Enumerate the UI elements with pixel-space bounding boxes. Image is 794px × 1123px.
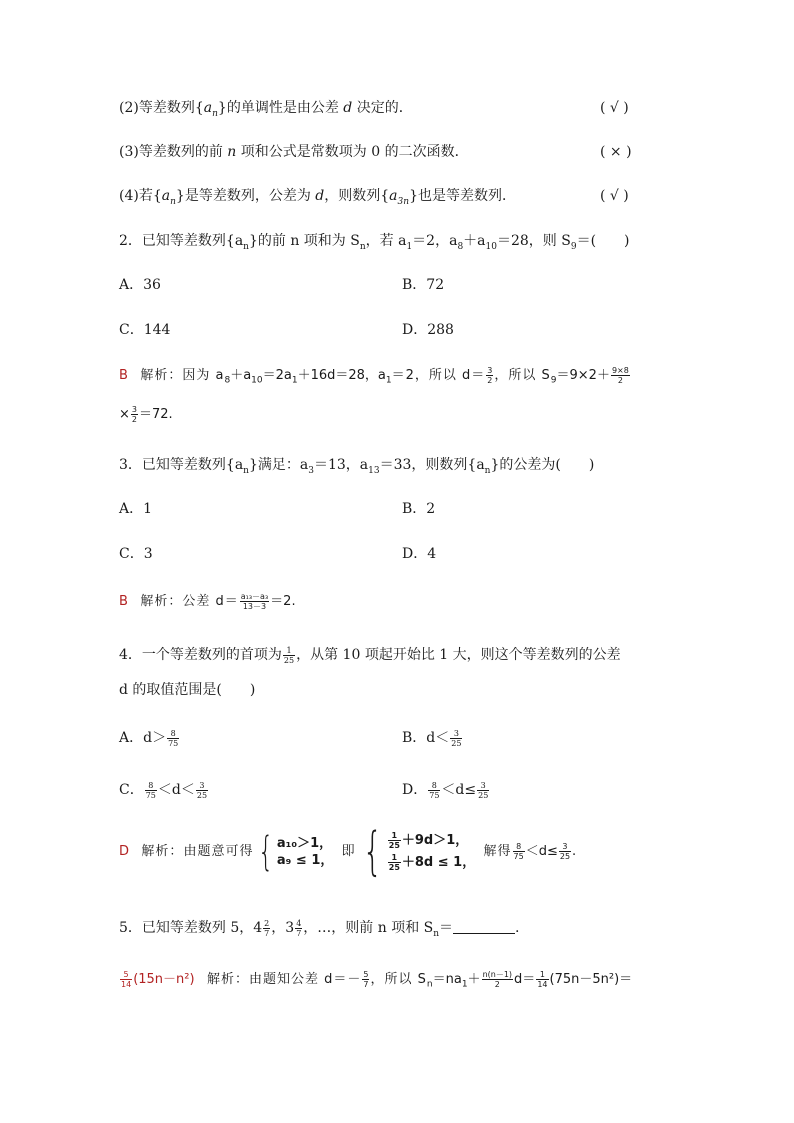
solution-text: ＝2. — [270, 594, 296, 609]
fraction — [428, 781, 440, 800]
answer-letter: D — [119, 844, 130, 859]
numerator: 3 — [477, 781, 489, 791]
question-5-solution — [119, 970, 632, 990]
fraction — [120, 970, 132, 989]
denominator: 75 — [168, 738, 179, 748]
denominator: 14 — [121, 980, 132, 989]
denominator: 14 — [537, 980, 548, 989]
subscript: 9 — [570, 241, 577, 252]
stem-text: 2．已知等差数列{a — [119, 233, 244, 249]
subscript: 8 — [457, 241, 464, 252]
question-2-stem — [119, 231, 630, 251]
system-line — [387, 852, 475, 874]
denominator: 75 — [429, 790, 440, 800]
fraction — [283, 646, 295, 665]
subscript: 1 — [385, 375, 392, 386]
solution-text: ，所以 S — [370, 972, 427, 987]
question-2-solution-cont — [119, 405, 173, 425]
option-c[interactable]: C．144 — [119, 322, 171, 338]
option-c[interactable] — [119, 780, 209, 800]
subscript: 1 — [461, 979, 468, 990]
denominator: 2 — [487, 376, 493, 385]
fraction — [477, 781, 489, 800]
fraction — [145, 781, 157, 800]
numerator: 2 — [264, 918, 270, 928]
solution-text: . — [572, 844, 577, 859]
denominator: 25 — [559, 852, 571, 861]
question-4-stem — [119, 645, 621, 665]
solution-text: ＋16d＝28，a — [297, 368, 386, 383]
option-text: d＜ — [426, 730, 450, 746]
answer-letter: B — [119, 368, 128, 383]
fraction — [167, 729, 179, 748]
option-label: B． — [402, 730, 427, 746]
option-d[interactable]: D．4 — [402, 546, 437, 562]
solution-text: ＝9×2＋ — [556, 368, 610, 383]
numerator: 5 — [363, 970, 369, 979]
var-a: a — [203, 100, 213, 116]
var-d: d — [343, 100, 353, 116]
judgment-number: (2) — [119, 100, 139, 116]
option-b[interactable] — [402, 728, 463, 748]
denominator: 2 — [617, 376, 623, 385]
numerator: 3 — [196, 781, 208, 791]
judgment-3 — [119, 142, 469, 162]
numerator: 8 — [145, 781, 157, 791]
stem-text: 4．一个等差数列的首项为 — [119, 647, 282, 663]
system-text: ＋9d＞1， — [401, 832, 469, 848]
denominator: 2 — [131, 415, 137, 424]
subscript: 9 — [550, 375, 557, 386]
denominator: 13－3 — [242, 602, 267, 611]
stem-text: . — [515, 920, 520, 936]
subscript: 10 — [251, 375, 263, 386]
solution-label: 解析： — [140, 368, 183, 383]
system-line: a₁₀＞1， — [276, 835, 333, 851]
numerator: 1 — [536, 970, 548, 980]
option-a[interactable]: A．1 — [119, 501, 153, 517]
subscript: 13 — [368, 465, 380, 476]
system-line — [387, 830, 475, 852]
numerator: 8 — [428, 781, 440, 791]
fraction — [196, 781, 208, 800]
answer-value — [119, 972, 195, 987]
judgment-number: (4) — [119, 188, 139, 204]
option-text: ＜d＜ — [157, 782, 195, 798]
answer-text: (15n－n²) — [133, 972, 195, 987]
fraction — [240, 592, 269, 611]
judgment-text: }也是等差数列． — [409, 188, 516, 204]
solution-text: 即 — [341, 844, 356, 859]
fraction — [263, 919, 270, 938]
numerator: 8 — [513, 842, 525, 852]
numerator: 5 — [120, 970, 132, 980]
subscript: 3 — [308, 465, 314, 476]
stem-text: ＝2，a — [412, 233, 458, 249]
numerator: 3 — [450, 729, 462, 739]
stem-text: }满足：a — [248, 457, 309, 473]
numerator: 1 — [388, 831, 401, 841]
solution-label: 解析： — [206, 972, 249, 987]
judgment-text: 若{ — [138, 188, 162, 204]
stem-text: ＝13，a — [313, 457, 369, 473]
subscript: 1 — [406, 241, 413, 252]
solution-text: ＝72. — [139, 407, 173, 422]
subscript: 8 — [224, 375, 231, 386]
numerator: 9×8 — [611, 366, 629, 375]
fraction — [362, 970, 369, 989]
option-label: D． — [402, 782, 428, 798]
inequality-system-2 — [356, 821, 476, 882]
fraction — [486, 366, 493, 385]
denominator: 7 — [296, 928, 302, 938]
judgment-2-answer: ( √ ) — [600, 100, 629, 116]
option-b[interactable]: B．2 — [402, 501, 436, 517]
solution-text: 解得 — [483, 844, 512, 859]
solution-text: (75n－5n²)＝ — [549, 972, 633, 987]
stem-text: ，从第 10 项起开始比 1 大，则这个等差数列的公差 — [296, 647, 621, 663]
subscript: n — [433, 928, 440, 939]
denominator: 75 — [145, 790, 156, 800]
solution-text: ＋ — [467, 972, 481, 987]
option-b[interactable]: B．72 — [402, 277, 445, 293]
left-brace-icon: { — [258, 828, 274, 875]
option-label: C． — [119, 782, 144, 798]
judgment-text: }的单调性是由公差 — [217, 100, 344, 116]
numerator: 1 — [388, 853, 401, 863]
var-a: a — [389, 188, 398, 204]
subscript: n — [243, 465, 249, 476]
numerator: 4 — [296, 918, 302, 928]
denominator: 25 — [283, 655, 295, 665]
subscript: n — [243, 241, 249, 252]
subscript: 3n — [397, 196, 410, 207]
solution-text: 因为 a — [182, 368, 225, 383]
question-4-stem-cont: d 的取值范围是( ) — [119, 682, 256, 698]
solution-label: 解析： — [141, 844, 184, 859]
judgment-2 — [119, 98, 413, 118]
solution-text: ＝2，所以 d＝ — [391, 368, 486, 383]
var-n: n — [227, 144, 237, 160]
stem-text: ＋a — [463, 233, 486, 249]
stem-text: 5．已知等差数列 5，4 — [119, 920, 263, 936]
solution-text: d＝ — [514, 972, 536, 987]
fraction — [295, 919, 302, 938]
subscript: 1 — [291, 375, 298, 386]
question-2-solution — [119, 366, 631, 386]
judgment-text: 等差数列的前 — [138, 144, 228, 160]
solution-text: ，所以 S — [494, 368, 551, 383]
judgment-4-answer: ( √ ) — [600, 188, 629, 204]
option-c[interactable]: C．3 — [119, 546, 153, 562]
option-d[interactable]: D．288 — [402, 322, 454, 338]
denominator: 2 — [494, 980, 500, 989]
stem-text: }的前 n 项和为 S — [248, 233, 360, 249]
option-d[interactable] — [402, 780, 490, 800]
fraction — [450, 729, 462, 748]
denominator: 7 — [264, 928, 270, 938]
system-text: ＋8d ≤ 1， — [401, 854, 476, 870]
solution-text: ＜d≤ — [525, 844, 558, 859]
judgment-text: 等差数列{ — [138, 100, 204, 116]
option-text: ＜d≤ — [441, 782, 477, 798]
subscript: n — [484, 465, 491, 476]
denominator: 25 — [196, 790, 208, 800]
solution-text: 由题意可得 — [183, 844, 254, 859]
fraction — [536, 970, 548, 989]
solution-text: ＋a — [230, 368, 252, 383]
numerator: 3 — [559, 842, 571, 852]
question-3-stem — [119, 455, 594, 475]
judgment-4 — [119, 186, 516, 206]
question-5-stem — [119, 918, 520, 938]
fraction — [611, 366, 630, 385]
numerator: 1 — [283, 646, 295, 656]
stem-text: }的公差为( ) — [490, 457, 595, 473]
fraction — [388, 853, 401, 872]
option-a[interactable] — [119, 728, 180, 748]
subscript: 10 — [485, 241, 497, 252]
stem-text: ＝33，则数列{a — [379, 457, 485, 473]
numerator: a₁₃－a₃ — [240, 592, 269, 601]
answer-letter: B — [119, 594, 128, 609]
subscript: n — [212, 108, 218, 119]
judgment-text: }是等差数列，公差为 — [175, 188, 316, 204]
var-d: d — [315, 188, 325, 204]
fraction — [559, 842, 571, 861]
var-a: a — [161, 188, 171, 204]
fraction — [388, 831, 401, 850]
inequality-system-1 — [253, 828, 334, 875]
option-text: d＞ — [143, 730, 167, 746]
numerator: 8 — [167, 729, 179, 739]
stem-text: ＝28，则 S — [496, 233, 571, 249]
subscript: n — [170, 196, 176, 207]
denominator: 25 — [388, 862, 400, 872]
solution-text: ＝na — [432, 972, 462, 987]
stem-text: 3．已知等差数列{a — [119, 457, 244, 473]
solution-text: ＝2a — [262, 368, 292, 383]
denominator: 25 — [478, 790, 489, 800]
denominator: 25 — [451, 738, 462, 748]
judgment-text: ，则数列{ — [324, 188, 390, 204]
fraction — [482, 970, 513, 989]
stem-text: ，…，则前 n 项和 S — [303, 920, 434, 936]
judgment-text: 项和公式是常数项为 0 的二次函数． — [236, 144, 469, 160]
solution-text: 公差 d＝ — [182, 594, 239, 609]
stem-text: ＝ — [439, 920, 454, 936]
system-line: a₉ ≤ 1， — [276, 852, 334, 868]
fraction — [513, 842, 525, 861]
stem-text: ，若 a — [365, 233, 407, 249]
judgment-3-answer: ( × ) — [600, 144, 632, 160]
subscript: n — [359, 241, 366, 252]
left-brace-icon: { — [362, 821, 383, 882]
stem-text: ＝( ) — [576, 233, 630, 249]
denominator: 75 — [513, 852, 524, 861]
question-3-solution — [119, 592, 296, 612]
judgment-text: 决定的． — [352, 100, 413, 116]
stem-text: ，3 — [271, 920, 295, 936]
judgment-number: (3) — [119, 144, 139, 160]
numerator: n(n－1) — [482, 970, 513, 979]
subscript: n — [426, 979, 433, 990]
denominator: 7 — [363, 980, 369, 989]
numerator: 3 — [131, 405, 137, 414]
option-a[interactable]: A．36 — [119, 277, 161, 293]
question-4-solution — [119, 821, 577, 882]
answer-blank[interactable] — [453, 919, 515, 934]
denominator: 25 — [388, 840, 400, 850]
fraction — [131, 405, 138, 424]
solution-text: 由题知公差 d＝－ — [249, 972, 362, 987]
option-label: A． — [119, 730, 144, 746]
solution-text: × — [119, 407, 130, 422]
numerator: 3 — [487, 366, 493, 375]
solution-label: 解析： — [140, 594, 183, 609]
